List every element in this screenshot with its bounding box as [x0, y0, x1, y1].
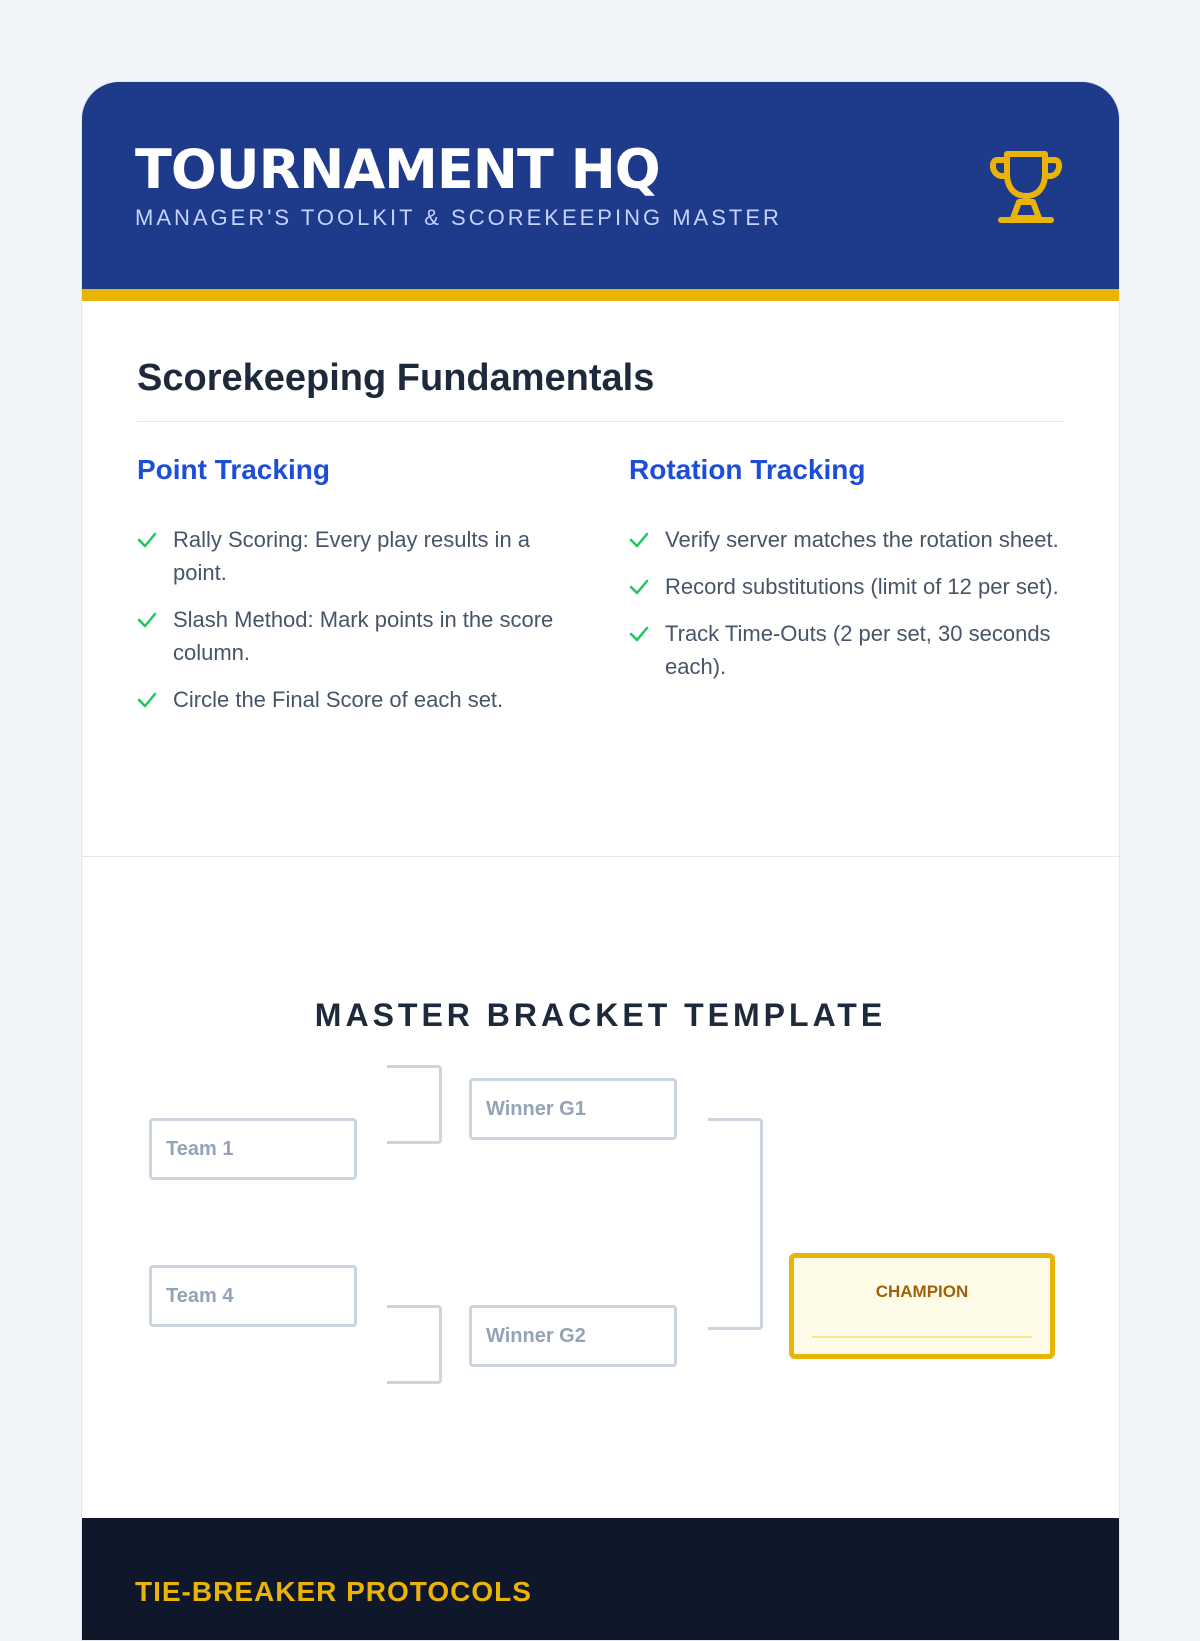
list-item	[629, 570, 1069, 603]
point-tracking-title: Point Tracking	[137, 454, 330, 485]
list-item-text: Rally Scoring: Every play results in a point.	[173, 527, 531, 585]
list-item	[137, 683, 577, 716]
rotation-tracking-column	[629, 453, 1069, 697]
scorekeeping-fundamentals-section	[82, 301, 1119, 857]
check-icon	[629, 579, 649, 595]
bracket-connector	[387, 1065, 442, 1144]
rotation-tracking-list	[629, 523, 1069, 683]
list-item-text: Verify server matches the rotation sheet.	[665, 527, 1059, 552]
divider	[137, 421, 1064, 422]
bracket-slot-team-1[interactable]: Team 1	[149, 1118, 357, 1180]
point-tracking-list	[137, 523, 577, 716]
check-icon	[137, 612, 157, 628]
check-icon	[629, 532, 649, 548]
bracket-section	[82, 857, 1119, 1599]
list-item-text: Slash Method: Mark points in the score column.	[173, 607, 554, 665]
rotation-tracking-title: Rotation Tracking	[629, 454, 866, 485]
list-item-text: Track Time-Outs (2 per set, 30 seconds each).	[665, 621, 1051, 679]
champion-label: CHAMPION	[875, 1282, 969, 1301]
check-icon	[137, 532, 157, 548]
toolkit-card	[81, 81, 1120, 1641]
champion-box[interactable]	[789, 1253, 1055, 1359]
page-title: TOURNAMENT HQ	[135, 138, 660, 201]
tie-breaker-section	[82, 1518, 1119, 1641]
check-icon	[137, 692, 157, 708]
check-icon	[629, 626, 649, 642]
list-item	[137, 603, 577, 669]
list-item-text: Record substitutions (limit of 12 per set).	[665, 574, 1059, 599]
bracket-slot-winner-g2[interactable]: Winner G2	[469, 1305, 677, 1367]
bracket-slot-team-4[interactable]: Team 4	[149, 1265, 357, 1327]
bracket-title: MASTER BRACKET TEMPLATE	[314, 997, 887, 1033]
list-item	[137, 523, 577, 589]
bracket-slot-winner-g1[interactable]: Winner G1	[469, 1078, 677, 1140]
section-title: Scorekeeping Fundamentals	[137, 357, 655, 399]
bracket-connector	[708, 1118, 763, 1330]
bracket-connector	[387, 1305, 442, 1384]
list-item-text: Circle the Final Score of each set.	[173, 687, 504, 712]
champion-write-line	[812, 1336, 1032, 1338]
point-tracking-column	[137, 453, 577, 730]
trophy-icon	[987, 148, 1065, 224]
header	[82, 82, 1119, 301]
list-item	[629, 617, 1069, 683]
page-subtitle: MANAGER'S TOOLKIT & SCOREKEEPING MASTER	[135, 205, 782, 230]
tie-breaker-title: TIE-BREAKER PROTOCOLS	[135, 1576, 532, 1607]
list-item	[629, 523, 1069, 556]
